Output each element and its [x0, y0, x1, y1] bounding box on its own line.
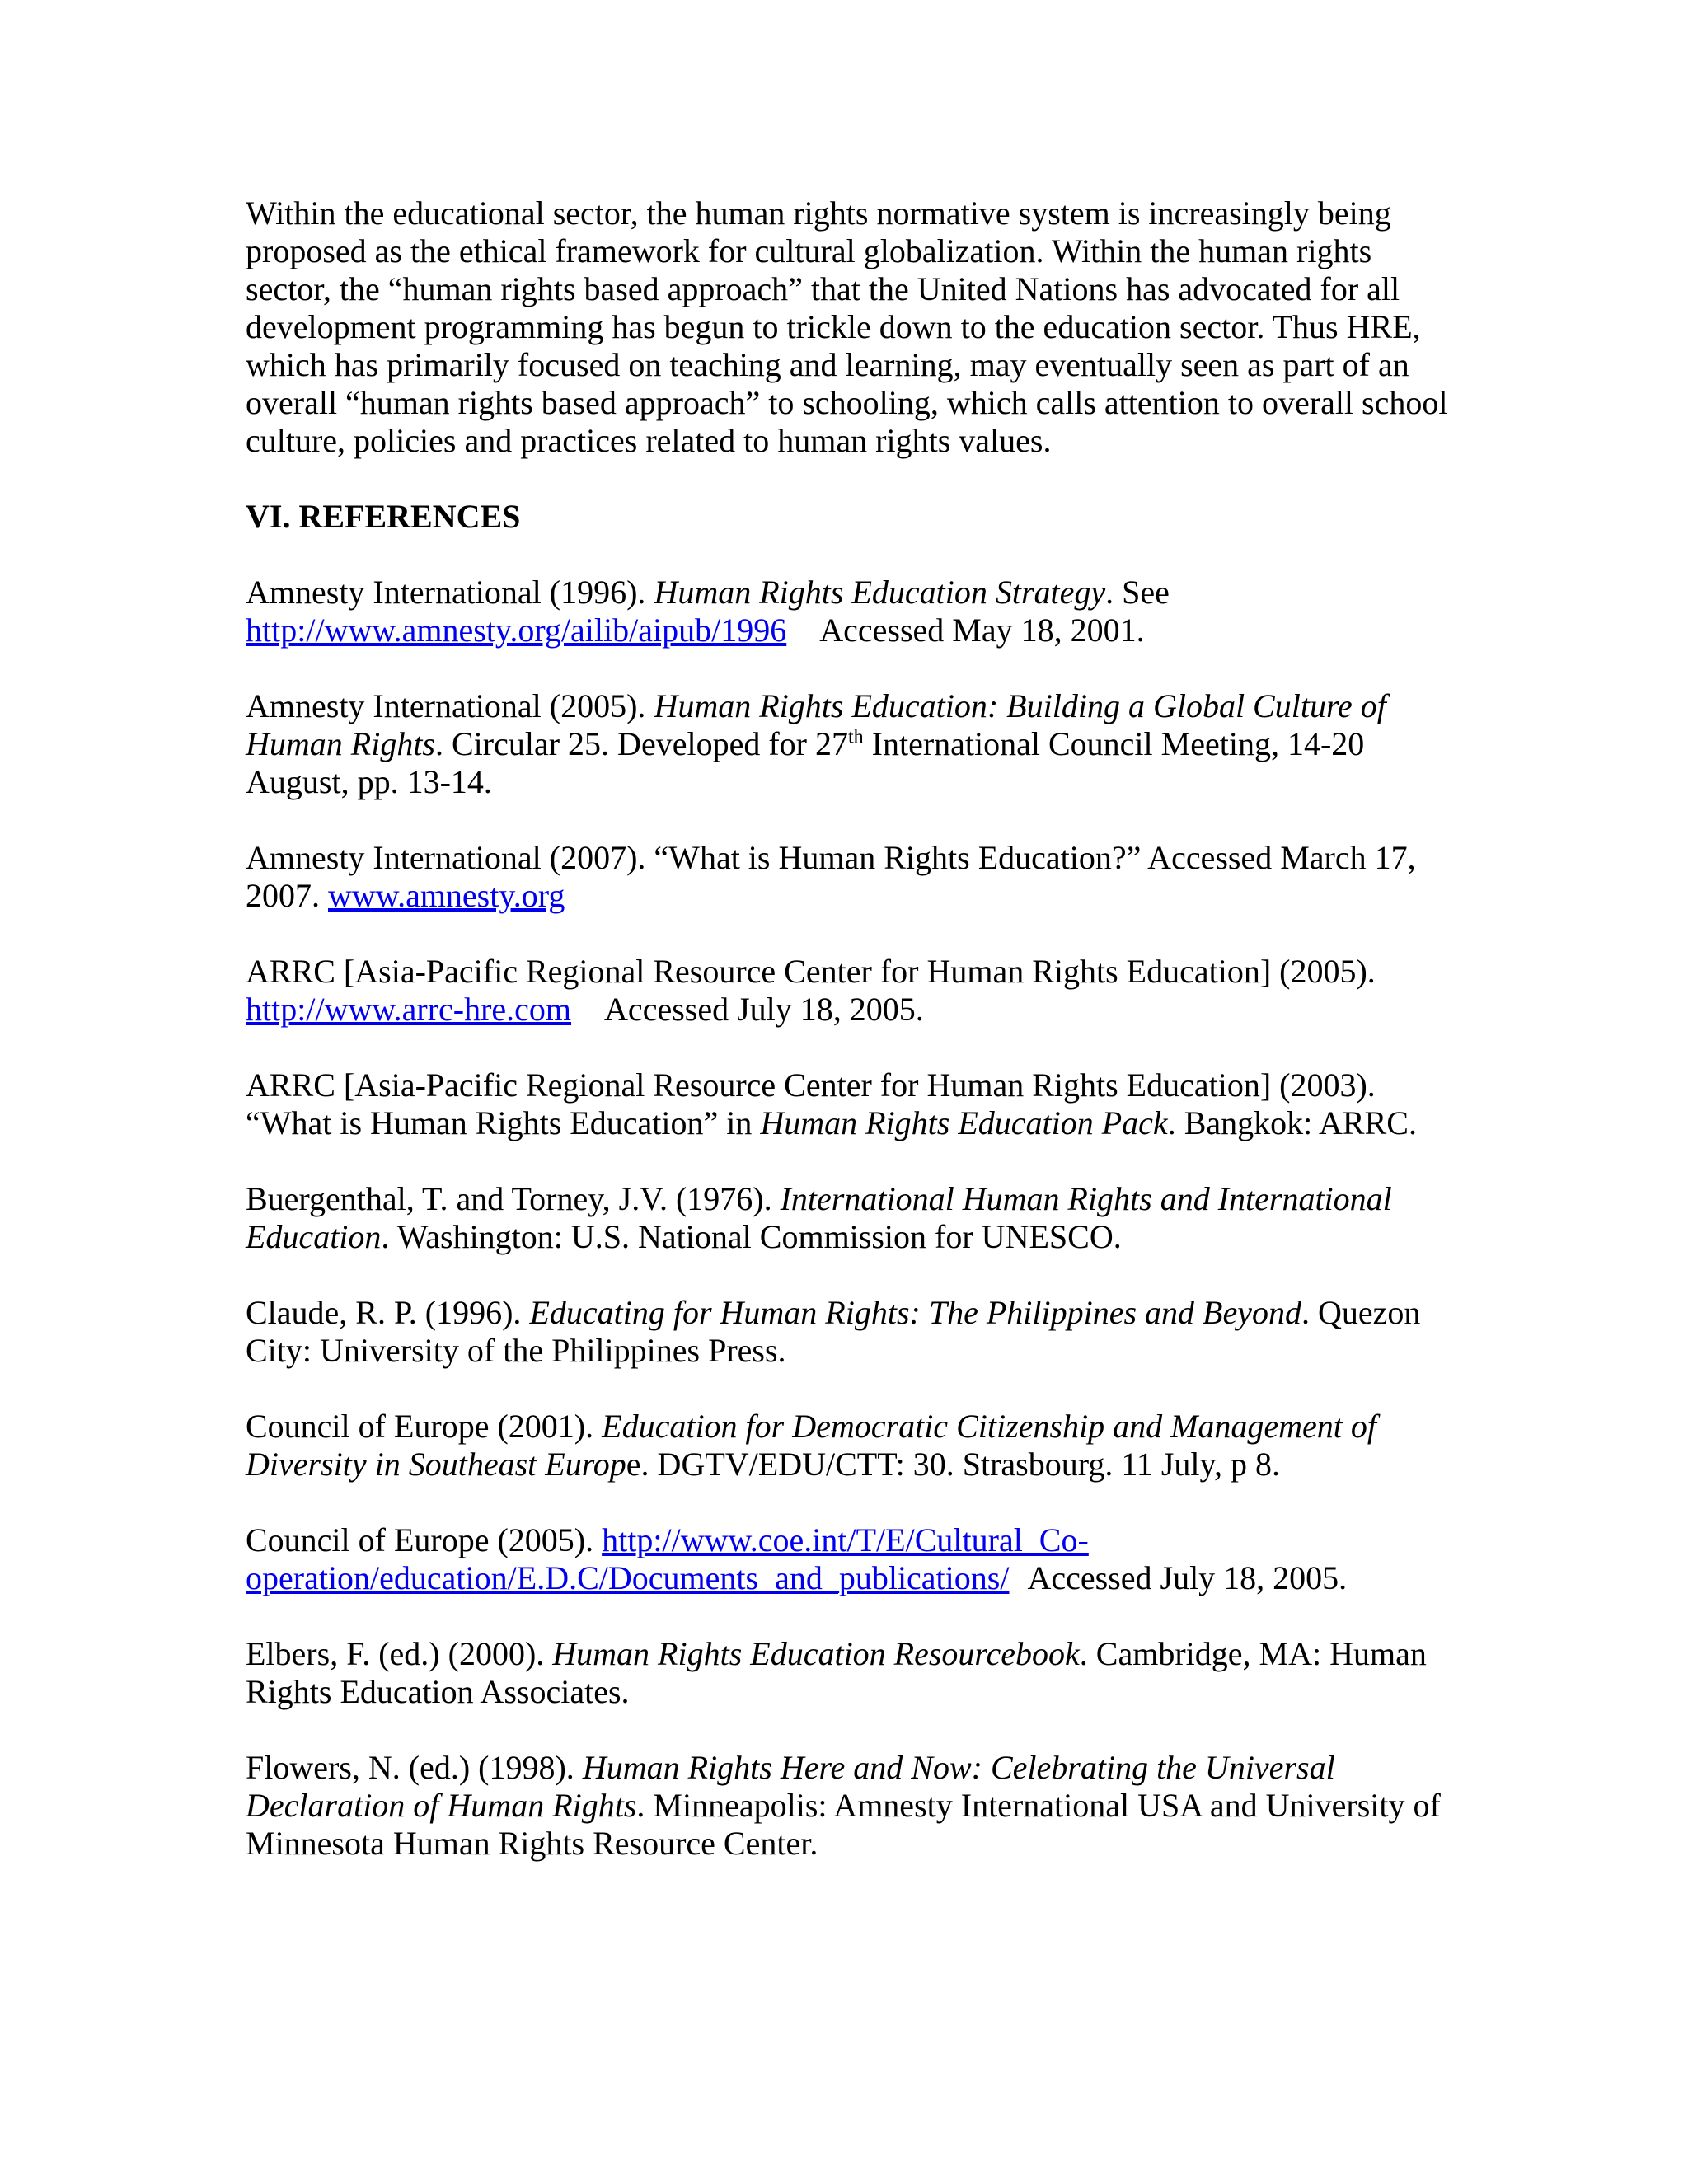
ref-accessed: Accessed July 18, 2005.: [604, 991, 924, 1028]
reference-elbers-2000: [246, 1635, 1457, 1711]
ref-title: Human Rights Here and Now: Celebrating the Universal Declaration of Human Rights: [246, 1749, 1335, 1824]
ref-text: Council of Europe (2005).: [246, 1521, 603, 1558]
reference-arrc-2003: [246, 1066, 1457, 1142]
ref-title: Human Rights Education: Building a Global Culture of Human Rights: [246, 687, 1386, 762]
ref-title: Human Rights Education Resourcebook: [552, 1635, 1080, 1672]
ref-text: Council of Europe (2001).: [246, 1408, 603, 1445]
reference-amnesty-2007: [246, 839, 1457, 915]
ref-text: . Circular 25. Developed for 27: [435, 725, 848, 762]
reference-amnesty-1996: [246, 574, 1457, 649]
ref-link-amnesty-1996[interactable]: http://www.amnesty.org/ailib/aipub/1996: [246, 612, 787, 649]
ref-text: ARRC [Asia-Pacific Regional Resource Center for Human Rights Education] (2005).: [246, 953, 1376, 990]
document-page: [246, 194, 1457, 1863]
ref-title: International Human Rights and International Education: [246, 1180, 1392, 1255]
ref-title: Human Rights Education Strategy: [654, 574, 1106, 611]
ref-accessed: Accessed May 18, 2001.: [819, 612, 1145, 649]
reference-flowers-1998: [246, 1749, 1457, 1863]
ref-text: Amnesty International (1996).: [246, 574, 654, 611]
ref-text: Amnesty International (2005).: [246, 687, 654, 724]
ref-text: e. DGTV/EDU/CTT: 30. Strasbourg. 11 July, p 8.: [626, 1446, 1280, 1483]
ref-link-arrc-2005[interactable]: http://www.arrc-hre.com: [246, 991, 572, 1028]
ref-superscript: th: [847, 726, 864, 748]
ref-text: . Washington: U.S. National Commission for UNESCO.: [381, 1218, 1122, 1255]
ref-text: . Bangkok: ARRC.: [1167, 1104, 1417, 1141]
ref-link-amnesty-2007[interactable]: www.amnesty.org: [328, 877, 565, 914]
section-heading: VI. REFERENCES: [246, 498, 521, 535]
ref-text: Amnesty International (2007). “What is Human Rights Education?” Accessed March 17, 2007.: [246, 839, 1416, 914]
reference-claude-1996: [246, 1294, 1457, 1370]
ref-text: . Quezon City: University of the Philippines Press.: [246, 1294, 1421, 1369]
ref-text: . Cambridge, MA: Human Rights Education Associates.: [246, 1635, 1427, 1710]
ref-text: Buergenthal, T. and Torney, J.V. (1976).: [246, 1180, 781, 1217]
intro-paragraph: Within the educational sector, the human rights normative system is increasingly being proposed as the ethical framework for cultural globalization. Within the human rights sector, the “human rights based approach” that the United Nations has advocated for all development programming has begun to trickle down to the education sector. Thus HRE, which has primarily focused on teaching and learning, may eventually seen as part of an overall “human rights based approach” to schooling, which calls attention to overall school culture, policies and practices related to human rights values.: [246, 194, 1448, 459]
ref-link-coe-2005[interactable]: http://www.coe.int/T/E/Cultural_Co-operation/education/E.D.C/Documents_and_publications/: [246, 1521, 1089, 1596]
reference-coe-2001: [246, 1408, 1457, 1483]
reference-amnesty-2005: [246, 687, 1457, 801]
reference-arrc-2005: [246, 953, 1457, 1029]
ref-text: . See: [1105, 574, 1170, 611]
ref-title: Educating for Human Rights: The Philippines and Beyond: [529, 1294, 1301, 1331]
ref-text: Claude, R. P. (1996).: [246, 1294, 530, 1331]
ref-text: Flowers, N. (ed.) (1998).: [246, 1749, 583, 1786]
ref-text: ARRC [Asia-Pacific Regional Resource Center for Human Rights Education] (2003). “What is Human Rights Education” in: [246, 1066, 1376, 1141]
reference-buergenthal-1976: [246, 1180, 1457, 1256]
ref-text: Elbers, F. (ed.) (2000).: [246, 1635, 553, 1672]
ref-text: . Minneapolis: Amnesty International USA and University of Minnesota Human Rights Resource Center.: [246, 1787, 1441, 1862]
ref-text: International Council Meeting, 14-20 August, pp. 13-14.: [246, 725, 1365, 800]
ref-accessed: Accessed July 18, 2005.: [1027, 1559, 1348, 1596]
reference-coe-2005: [246, 1521, 1457, 1597]
ref-title: Education for Democratic Citizenship and Management of Diversity in Southeast Europ: [246, 1408, 1377, 1483]
ref-title: Human Rights Education Pack: [760, 1104, 1168, 1141]
